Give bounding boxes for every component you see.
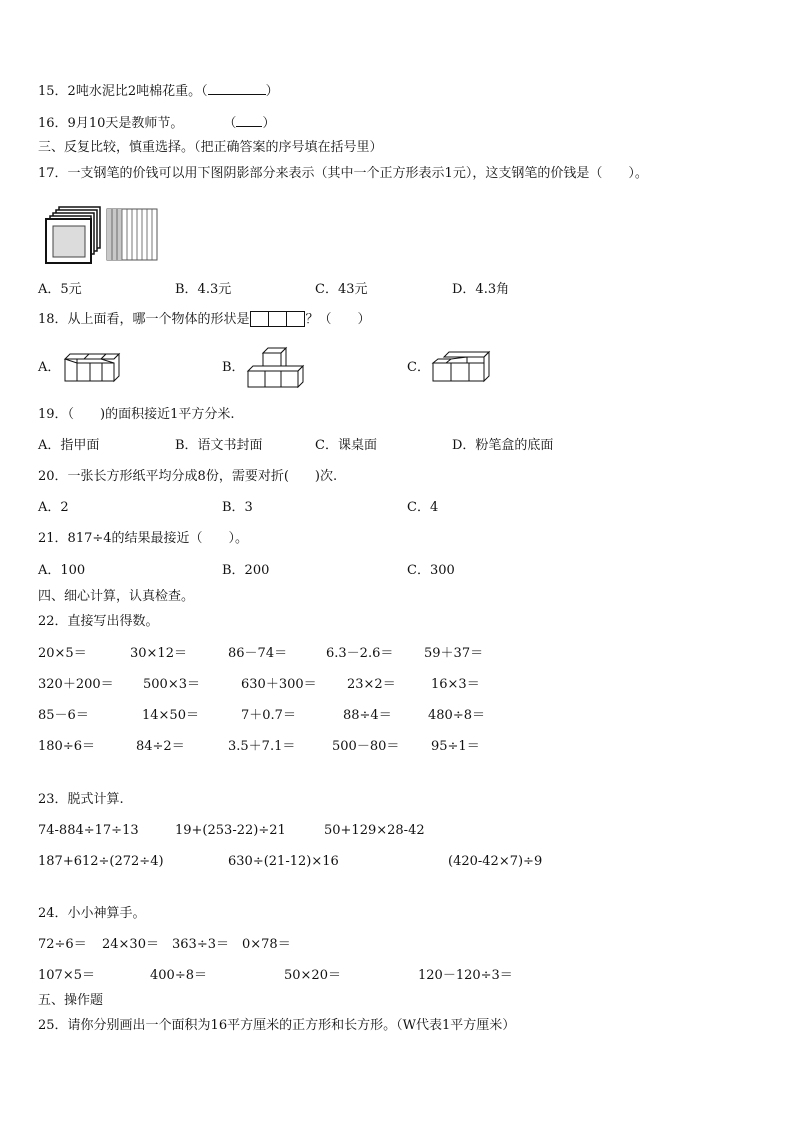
cube-figure-a[interactable]	[63, 350, 121, 384]
calc-item: 88÷4＝	[343, 708, 392, 723]
calc-item: 107×5＝	[38, 968, 95, 983]
calc-row	[38, 936, 778, 954]
calc-item: 95÷1＝	[431, 739, 480, 754]
expression: (420-42×7)÷9	[448, 854, 543, 869]
q17-money-figure	[44, 204, 164, 266]
option-b[interactable]: B．语文书封面	[175, 438, 263, 453]
calc-row	[38, 707, 778, 725]
close-paren: ）	[265, 84, 279, 99]
option-a-label[interactable]: A．	[38, 360, 61, 375]
option-b-label[interactable]: B．	[222, 360, 245, 375]
question-18-text-after: ？（ ）	[305, 312, 371, 327]
expression: 74-884÷17÷13	[38, 823, 139, 838]
calc-item: 72÷6＝	[38, 937, 87, 952]
calc-item: 630＋300＝	[241, 677, 317, 692]
expression-row	[38, 853, 778, 871]
calc-item: 14×50＝	[142, 708, 199, 723]
option-c[interactable]: C．43元	[315, 282, 368, 297]
expression: 630÷(21-12)×16	[228, 854, 339, 869]
question-23-text: 23．脱式计算.	[38, 792, 124, 807]
open-paren: （	[223, 116, 237, 131]
expression: 50+129×28-42	[324, 823, 425, 838]
question-19-options	[38, 437, 778, 455]
option-d[interactable]: D．粉笔盒的底面	[452, 438, 554, 453]
question-24-text: 24．小小神算手。	[38, 906, 146, 921]
expression-row	[38, 822, 778, 840]
calc-item: 16×3＝	[431, 677, 480, 692]
calc-item: 6.3－2.6＝	[326, 646, 394, 661]
top-view-shape	[250, 311, 306, 327]
expression: 187+612÷(272÷4)	[38, 854, 164, 869]
calc-item: 180÷6＝	[38, 739, 95, 754]
question-15	[38, 82, 279, 101]
option-d[interactable]: D．4.3角	[452, 282, 510, 297]
option-b[interactable]: B．4.3元	[175, 282, 232, 297]
calc-row	[38, 967, 778, 985]
cube-figure-b[interactable]	[246, 346, 308, 388]
option-b[interactable]: B．3	[222, 500, 253, 515]
unit-square-shaded	[53, 226, 85, 257]
calc-item: 24×30＝	[102, 937, 159, 952]
calc-item: 400÷8＝	[150, 968, 207, 983]
cube-figure-c[interactable]	[431, 350, 495, 384]
section-4-heading: 四、细心计算，认真检查。	[38, 589, 195, 604]
calc-item: 23×2＝	[347, 677, 396, 692]
section-5-heading: 五、操作题	[38, 993, 104, 1008]
question-20-text: 20．一张长方形纸平均分成8份，需要对折( )次.	[38, 469, 338, 484]
calc-item: 59＋37＝	[424, 646, 484, 661]
calc-item: 84÷2＝	[136, 739, 185, 754]
calc-item: 0×78＝	[242, 937, 291, 952]
answer-blank[interactable]	[236, 114, 262, 127]
calc-item: 3.5＋7.1＝	[228, 739, 296, 754]
calc-item: 480÷8＝	[428, 708, 485, 723]
option-c[interactable]: C．课桌面	[315, 438, 377, 453]
expression: 19+(253-22)÷21	[175, 823, 286, 838]
question-18-text-before: 18．从上面看，哪一个物体的形状是	[38, 312, 250, 327]
option-a[interactable]: A．100	[38, 563, 86, 578]
option-c[interactable]: C．4	[407, 500, 439, 515]
question-17-options	[38, 281, 778, 299]
calc-item: 85－6＝	[38, 708, 89, 723]
question-21-text: 21．817÷4的结果最接近（ ）。	[38, 531, 249, 546]
calc-row	[38, 738, 778, 756]
answer-blank[interactable]	[208, 82, 266, 95]
question-18	[38, 311, 371, 329]
calc-item: 7＋0.7＝	[241, 708, 296, 723]
option-c-label[interactable]: C．	[407, 360, 430, 375]
calc-item: 86－74＝	[228, 646, 288, 661]
close-paren: ）	[262, 116, 276, 131]
calc-item: 20×5＝	[38, 646, 87, 661]
section-3-heading: 三、反复比较，慎重选择。（把正确答案的序号填在括号里）	[38, 140, 383, 155]
question-19-text: 19．（ )的面积接近1平方分米.	[38, 407, 235, 422]
option-a[interactable]: A．5元	[38, 282, 82, 297]
question-25-text: 25．请你分别画出一个面积为16平方厘米的正方形和长方形。（W代表1平方厘米）	[38, 1018, 516, 1033]
calc-row	[38, 645, 778, 663]
calc-item: 500×3＝	[143, 677, 200, 692]
calc-item: 500－80＝	[332, 739, 400, 754]
question-17-text: 17．一支钢笔的价钱可以用下图阴影部分来表示（其中一个正方形表示1元），这支钢笔的价钱是（ ）。	[38, 166, 648, 181]
option-a[interactable]: A．2	[38, 500, 69, 515]
question-15-text: 15．2吨水泥比2吨棉花重。（	[38, 84, 208, 99]
option-b[interactable]: B．200	[222, 563, 270, 578]
calc-item: 30×12＝	[130, 646, 187, 661]
question-22-text: 22．直接写出得数。	[38, 614, 159, 629]
calc-item: 50×20＝	[284, 968, 341, 983]
question-21-options	[38, 562, 778, 580]
calc-item: 320＋200＝	[38, 677, 114, 692]
option-c[interactable]: C．300	[407, 563, 455, 578]
question-20-options	[38, 499, 778, 517]
tenth-strips	[107, 209, 157, 260]
calc-item: 363÷3＝	[172, 937, 229, 952]
option-a[interactable]: A．指甲面	[38, 438, 100, 453]
calc-row	[38, 676, 778, 694]
question-16	[38, 114, 275, 133]
question-16-text: 16．9月10天是教师节。	[38, 116, 184, 131]
calc-item: 120－120÷3＝	[418, 968, 513, 983]
